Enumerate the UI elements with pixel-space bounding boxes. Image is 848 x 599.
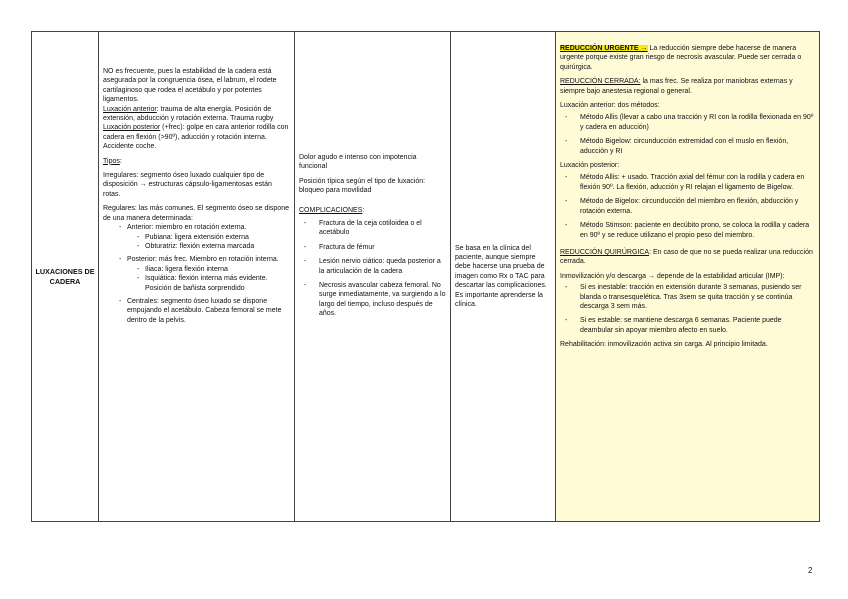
list-item: - Lesión nervio ciático: queda posterior a la articulación de la cadera	[299, 257, 446, 276]
posterior-title: Luxación posterior	[103, 124, 161, 132]
complicaciones-list	[299, 219, 446, 319]
inmov-title: Inmovilización y/o descarga → depende de la estabilidad articular (IMP):	[560, 272, 785, 280]
diagnosis-cell	[451, 32, 556, 522]
list-item: - Posterior: más frec. Miembro en rotación interna. - Iliaca: ligera flexión interna - Isquiática: flexión interna más evidente. Posición de bañista sorprendido	[115, 255, 290, 293]
list-item: - Método de Bigelox: circunducción del miembro en flexión, abducción y rotación externa.	[560, 197, 815, 216]
list-item: - Pubiana: ligera extensión externa	[133, 233, 290, 242]
quirurgica-title: REDUCCIÓN QUIRÚRGICA	[560, 248, 650, 256]
list-item: - Necrosis avascular cabeza femoral. No surge inmediatamente, va surgiendo a lo largo del tiempo, incluso después de años.	[299, 281, 446, 319]
list-item: - Anterior: miembro en rotación externa. - Pubiana: ligera extensión externa - Obturatriz: flexión externa marcada	[115, 223, 290, 251]
rehab-text: Rehabilitación: inmovilización activa sin carga. Al principio limitada.	[560, 341, 768, 349]
list-item: - Iliaca: ligera flexión interna	[133, 265, 290, 274]
clinical-cell: Dolor agudo e intenso con impotencia funcional Posición típica según el tipo de luxación: bloqueo para movilidad COMPLICACIONES: - Fractura de la ceja cotiloidea o el acetábulo - Fractura de fémur - Lesión nervio ciático: queda posterior a la articulación de la cadera - Necrosis avascular cabeza femoral. No surge inmediatamente, va surgiendo a lo largo del tiempo, incluso después de años.	[295, 32, 451, 522]
anterior-title: Luxación anterior: dos métodos:	[560, 102, 660, 110]
inmov-list	[560, 283, 815, 335]
posterior-title: Luxación posterior:	[560, 162, 620, 170]
content-table	[31, 31, 820, 522]
list-item: - Método Stimson: paciente en decúbito prono, se coloca la rodilla y cadera en 90º y se reduce utilizano el propio peso del miembro.	[560, 221, 815, 240]
row-label: LUXACIONES DE CADERA	[35, 266, 95, 286]
posterior-list	[560, 173, 815, 239]
treatment-cell: REDUCCIÓN URGENTE → La reducción siempre debe hacerse de manera urgente porque existe gran riesgo de necrosis avascular. Puede ser cerrada o quirúrgica. REDUCCIÓN CERRADA: la mas frec. Se realiza por maniobras externas y siempre bajo anestesia regional o general. Luxación anterior: dos métodos: - Método Allis (llevar a cabo una tracción y RI con la rodilla flexionada en 90º y cadera en aducción) - Método Bigelow: circunducción extremidad con el muslo en flexión, aducción y RI Luxación posterior: - Método Allis: + usado. Tracción axial del fémur con la rodilla y cadera en flexión 90º. La flexión, aducción y RI relajan el ligamento de Bigelow. - Método de Bigelox: circunducción del miembro en flexión, abducción y rotación externa. - Método Stimson: paciente en decúbito prono, se coloca la rodilla y cadera en 90º y se reduce utilizano el propio peso del miembro. REDUCCIÓN QUIRÚRGICA: En caso de que no se pueda realizar una reducción cerrada. Inmovilización y/o descarga → depende de la estabilidad articular (IMP): - Si es inestable: tracción en extensión durante 3 semanas, pusiendo ser blanda o transesquelética. Tras 3sem se quita tracción y se continúa descarga 3 sem más. - Si es estable: se mantiene descarga 6 semanas. Paciente puede deambular sin apoyar miembro afecto en suelo. Rehabilitación: inmovilización activa sin carga. Al principio limitada.	[556, 32, 820, 522]
clinical-text-1: Dolor agudo e intenso con impotencia funcional	[299, 154, 417, 171]
anterior-list	[560, 113, 815, 156]
anterior-title: Luxación anterior	[103, 105, 157, 113]
complicaciones-title: COMPLICACIONES	[299, 206, 363, 214]
mechanism-cell	[99, 32, 295, 522]
list-item: - Isquiática: flexión interna más evidente. Posición de bañista sorprendido	[133, 274, 290, 293]
tipos-colon: :	[119, 157, 122, 165]
posterior-text: (+frec): golpe en cara anterior rodilla con cadera en flexión (>90º), aducción y rotación interna. Accidente coche.	[103, 124, 289, 151]
list-item: - Centrales: segmento óseo luxado se dispone empujando el acetábulo. Cabeza femoral se mete dentro de la pelvis.	[115, 297, 290, 325]
clinical-text-2: Posición típica según el tipo de luxación: bloqueo para movilidad	[299, 177, 426, 195]
intro-text: NO es frecuente, pues la estabilidad de la cadera está asegurada por la congruencia ósea, el labrum, el rodete cartilaginoso que rodea el acetábulo y por potentes ligamentos.	[103, 68, 277, 104]
cerrada-title: REDUCCIÓN CERRADA:	[560, 78, 641, 86]
tipos-title: Tipos	[103, 157, 120, 165]
list-item: - Método Bigelow: circunducción extremidad con el muslo en flexión, aducción y RI	[560, 137, 815, 156]
diagnosis-text: Se basa en la clínica del paciente, aunque siempre debe hacerse una prueba de imagen como Rx o TAC para descartar las complicaciones. Es importante aprenderse la clínica.	[455, 244, 547, 309]
list-item: - Si es inestable: tracción en extensión durante 3 semanas, pusiendo ser blanda o transesquelética. Tras 3sem se quita tracción y se continúa descarga 3 sem más.	[560, 283, 815, 311]
list-item: - Fractura de la ceja cotiloidea o el acetábulo	[299, 219, 446, 238]
irregulares-text: Irregulares: segmento óseo luxado cualquier tipo de disposición → estructuras cápsulo-ligamentosas están rotas.	[103, 172, 272, 198]
anterior-text: : trauma de alta energía. Posición de extensión, abducción y rotación externa. Trauma rugby	[103, 105, 274, 123]
list-item: - Fractura de fémur	[299, 243, 446, 252]
list-item: - Método Allis: + usado. Tracción axial del fémur con la rodilla y cadera en flexión 90º. La flexión, aducción y RI relajan el ligamento de Bigelow.	[560, 173, 815, 192]
regulares-text: Regulares: las más comunes. El segmento óseo se dispone de una manera determinada:	[103, 205, 289, 222]
list-item: - Si es estable: se mantiene descarga 6 semanas. Paciente puede deambular sin apoyar miembro afecto en suelo.	[560, 316, 815, 335]
regulares-list	[115, 223, 290, 325]
list-item: - Método Allis (llevar a cabo una tracción y RI con la rodilla flexionada en 90º y cadera en aducción)	[560, 113, 815, 132]
row-label-cell	[32, 32, 99, 522]
urgente-title: REDUCCIÓN URGENTE →	[560, 45, 648, 52]
list-item: - Obturatriz: flexión externa marcada	[133, 242, 290, 251]
table-row	[32, 32, 820, 522]
page-number: 2	[808, 566, 813, 575]
